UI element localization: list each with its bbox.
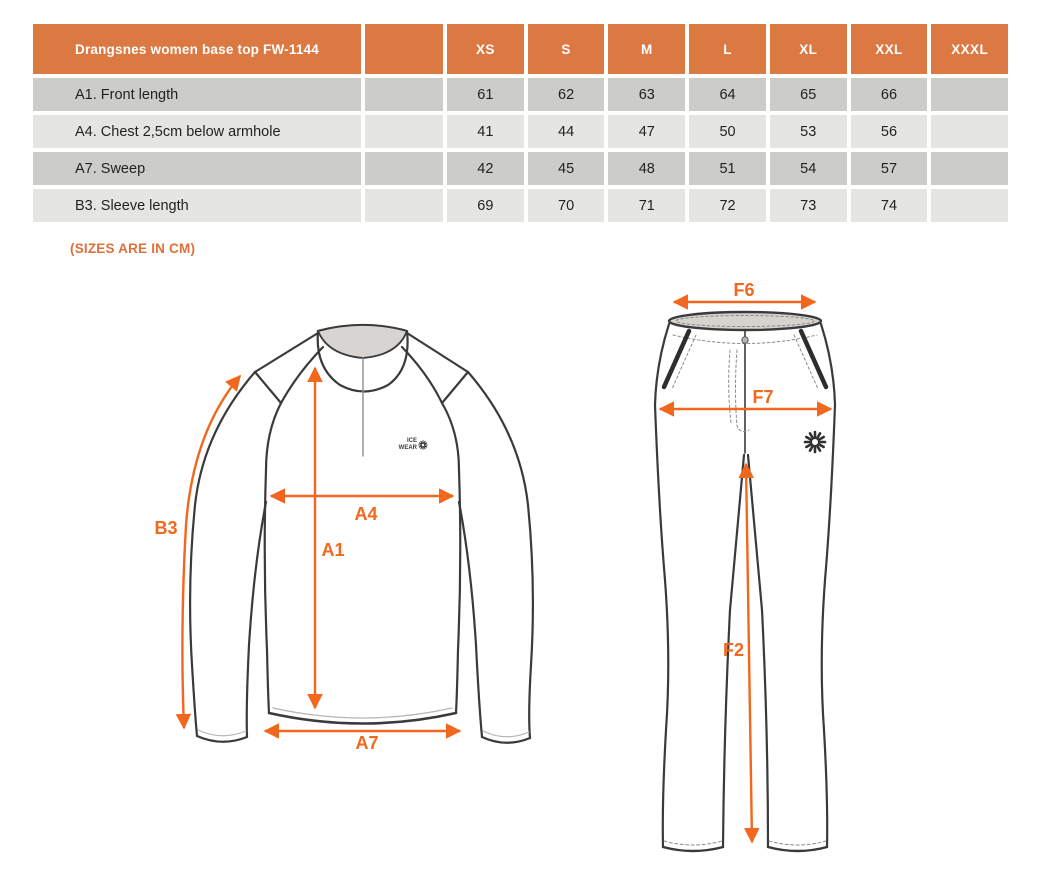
size-header-xxl: XXL <box>851 24 928 74</box>
left-shoulder-edge <box>255 333 318 372</box>
f2-arrow <box>746 464 752 842</box>
left-sleeve-outer <box>190 372 255 736</box>
value-cell: 70 <box>528 189 605 222</box>
right-cuff <box>482 737 530 743</box>
size-header-xs: XS <box>447 24 524 74</box>
right-hip-edge <box>821 324 835 405</box>
size-header-m: M <box>608 24 685 74</box>
value-cell: 73 <box>770 189 847 222</box>
value-cell: 72 <box>689 189 766 222</box>
size-header-xxxl: XXXL <box>931 24 1008 74</box>
left-hip-edge <box>655 324 669 405</box>
body-left-edge <box>265 403 281 713</box>
value-cell: 71 <box>608 189 685 222</box>
left-leg-hem <box>663 847 723 851</box>
b3-label: B3 <box>154 518 178 538</box>
snowflake-icon <box>805 432 825 452</box>
logo-text-wear: WEAR <box>398 445 417 451</box>
right-leg-outer <box>822 405 835 847</box>
right-panel-seam <box>442 372 468 403</box>
value-cell: 51 <box>689 152 766 185</box>
waist-button <box>742 337 748 343</box>
a4-label: A4 <box>354 504 378 524</box>
fly-stitch-inner <box>736 350 750 431</box>
left-leg-outer <box>655 405 668 847</box>
value-cell: 66 <box>851 78 928 111</box>
right-sleeve-inner <box>459 502 482 737</box>
f6-label: F6 <box>733 280 755 300</box>
right-raglan-seam <box>402 347 442 403</box>
value-cell: 62 <box>528 78 605 111</box>
value-cell: 57 <box>851 152 928 185</box>
pants-drawing <box>655 312 835 851</box>
fly-stitch-outer <box>729 350 731 423</box>
value-cell: 63 <box>608 78 685 111</box>
icewear-logo <box>399 438 418 451</box>
row-label: A7. Sweep <box>33 152 361 185</box>
right-cuff-stitch <box>483 731 529 737</box>
value-cell: 61 <box>447 78 524 111</box>
value-cell: 45 <box>528 152 605 185</box>
size-header-xl: XL <box>770 24 847 74</box>
value-cell: 64 <box>689 78 766 111</box>
value-cell: 54 <box>770 152 847 185</box>
value-cell: 74 <box>851 189 928 222</box>
a1-label: A1 <box>321 540 345 560</box>
left-hem-stitch <box>664 841 722 845</box>
right-shoulder-edge <box>407 333 468 372</box>
waistband <box>669 312 821 330</box>
a7-label: A7 <box>355 733 379 753</box>
value-cell: 50 <box>689 115 766 148</box>
row-label: A4. Chest 2,5cm below armhole <box>33 115 361 148</box>
snowflake-icon <box>419 441 427 449</box>
left-panel-seam <box>255 372 281 403</box>
f2-label: F2 <box>722 640 744 660</box>
value-cell: 41 <box>447 115 524 148</box>
sizes-in-cm-note: (SIZES ARE IN CM) <box>70 241 196 256</box>
value-cell: 48 <box>608 152 685 185</box>
left-sleeve-inner <box>247 502 266 737</box>
value-cell: 56 <box>851 115 928 148</box>
table-title: Drangsnes women base top FW-1144 <box>33 24 361 74</box>
left-raglan-seam <box>281 347 323 403</box>
body-hem-stitch <box>273 708 452 718</box>
value-cell: 69 <box>447 189 524 222</box>
logo-text-ice: ICE <box>406 438 417 444</box>
left-cuff-stitch <box>198 730 246 736</box>
value-cell: 44 <box>528 115 605 148</box>
value-cell: 47 <box>608 115 685 148</box>
right-leg-hem <box>768 847 827 851</box>
right-hem-stitch <box>769 841 826 845</box>
left-cuff <box>197 736 247 742</box>
base-top-drawing <box>190 325 533 743</box>
size-header-l: L <box>689 24 766 74</box>
body-right-edge <box>442 403 460 713</box>
value-cell: 53 <box>770 115 847 148</box>
value-cell: 65 <box>770 78 847 111</box>
size-header-s: S <box>528 24 605 74</box>
f7-label: F7 <box>752 387 774 407</box>
value-cell: 42 <box>447 152 524 185</box>
row-label: A1. Front length <box>33 78 361 111</box>
row-label: B3. Sleeve length <box>33 189 361 222</box>
